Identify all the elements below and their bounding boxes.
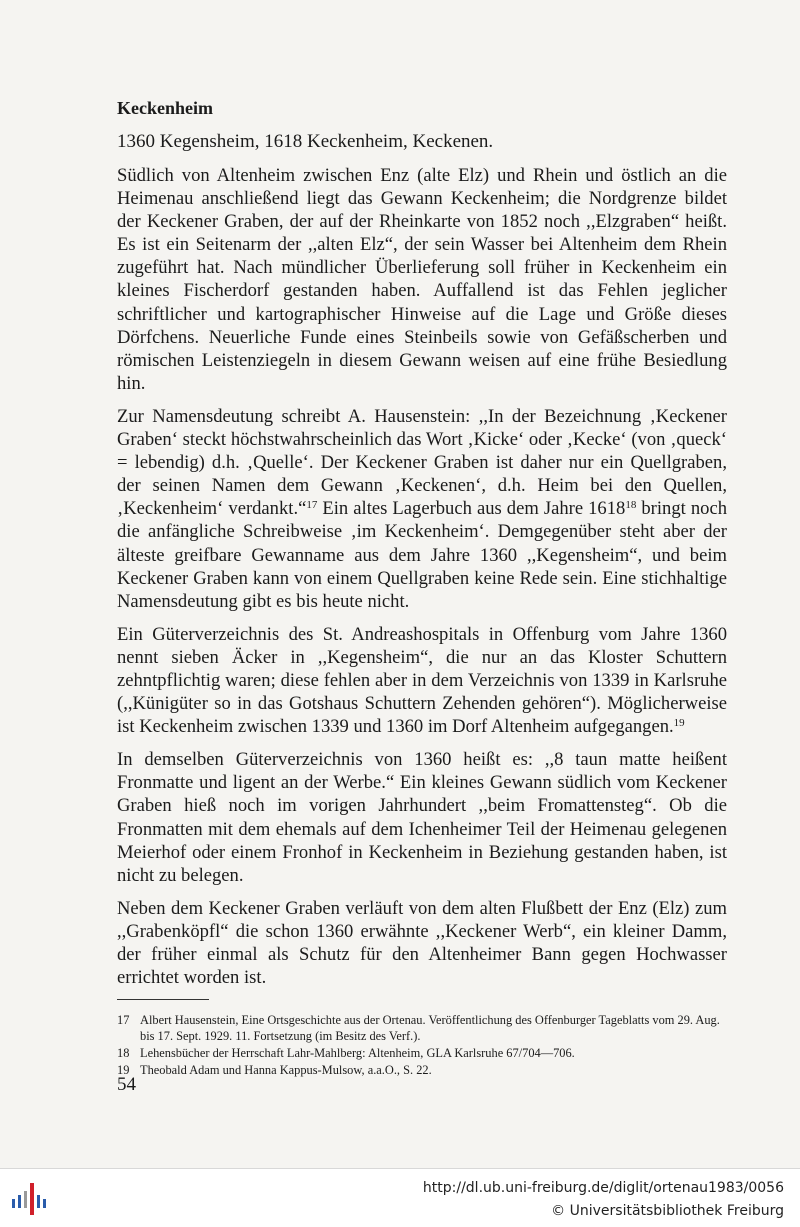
paragraph-5: Neben dem Keckener Graben verläuft von dem alten Flußbett der Enz (Elz) zum ,,Grabenköpfl“ die schon 1360 erwähnte ,,Keckener Werb“, ein kleiner Damm, der früher einmal als Schutz für den Altenheimer Bann gegen Hochwasser errichtet worden ist.: [117, 897, 727, 989]
footnote: [117, 1045, 727, 1061]
page-number: 54: [117, 1074, 136, 1095]
paragraph-2: [117, 405, 727, 613]
footnote-number: 18: [117, 1046, 130, 1061]
section-subheading: 1360 Kegensheim, 1618 Keckenheim, Keckenen.: [117, 131, 494, 152]
paragraph-2-part-3: bringt noch die anfängliche Schreibweise ‚im Keckenheim‘. Demgegenüber steht aber der älteste greifbare Gewanname aus dem Jahre 1360 ,,Kegensheim“, und beim Keckener Graben kann von einem Quellgraben keine Rede sein. Eine stichhaltige Namensdeutung gibt es bis heute nicht.: [117, 498, 727, 612]
footnote-text: Theobald Adam und Hanna Kappus-Mulsow, a.a.O., S. 22.: [140, 1063, 432, 1078]
footnote: [117, 1062, 727, 1078]
paragraph-3: [117, 623, 727, 738]
library-footer: [0, 1168, 800, 1227]
footnote: [117, 1012, 727, 1044]
paragraph-3-text: Ein Güterverzeichnis des St. Andreashospitals in Offenburg vom Jahre 1360 nennt sieben Äcker in ,,Kegensheim“, die nur an das Kloster Schuttern zehntpflichtig waren; diese fehlen aber in dem Verzeichnis von 1339 in Karlsruhe (,,Künigüter so in das Gotshaus Schuttern Zehenden gehören“). Möglicherweise ist Keckenheim zwischen 1339 und 1360 im Dorf Altenheim aufgegangen.: [117, 623, 727, 738]
permalink-url[interactable]: http://dl.ub.uni-freiburg.de/diglit/ortenau1983/0056: [422, 1180, 784, 1196]
page-content: [117, 96, 727, 1079]
footnote-number: 17: [117, 1013, 130, 1028]
footnote-ref-17: 17: [306, 499, 318, 512]
footnote-divider: [117, 999, 209, 1000]
footnotes: [117, 1012, 727, 1078]
footnote-ref-19: 19: [673, 717, 685, 730]
footnote-number: 19: [117, 1063, 130, 1078]
section-heading: Keckenheim: [117, 98, 213, 118]
footnote-ref-18: 18: [625, 499, 637, 512]
footnote-text: Lehensbücher der Herrschaft Lahr-Mahlberg: Altenheim, GLA Karlsruhe 67/704—706.: [140, 1046, 575, 1061]
footnote-text: Albert Hausenstein, Eine Ortsgeschichte aus der Ortenau. Veröffentlichung des Offenburger Tageblatts vom 29. Aug. bis 17. Sept. 1929. 11. Fortsetzung (im Besitz des Verf.).: [140, 1013, 720, 1044]
copyright-notice: © Universitätsbibliothek Freiburg: [551, 1203, 784, 1219]
paragraph-4: In demselben Güterverzeichnis von 1360 heißt es: ,,8 taun matte heißent Fronmatte und ligent an der Werbe.“ Ein kleines Gewann südlich vom Keckener Graben hieß noch im vorigen Jahrhundert ,,beim Fromattensteg“. Ob die Fronmatten mit dem ehemals auf dem Ichenheimer Teil der Heimenau gelegenen Meierhof oder einem Fronhof in Keckenheim in Beziehung gestanden haben, ist nicht zu belegen.: [117, 749, 727, 886]
ub-freiburg-logo-icon: [10, 1179, 50, 1219]
paragraph-1: Südlich von Altenheim zwischen Enz (alte Elz) und Rhein und östlich an die Heimenau anschließend liegt das Gewann Keckenheim; die Nordgrenze bildet der Keckener Graben, der auf der Rheinkarte von 1852 noch ,,Elzgraben“ heißt. Es ist ein Seitenarm der ,,alten Elz“, der sein Wasser bei Altenheim dem Rhein zugeführt hat. Nach mündlicher Überlieferung soll früher in Keckenheim ein kleines Fischerdorf gestanden haben. Auffallend ist das Fehlen jeglicher schriftlicher und kartographischer Hinweise auf die Lage und Größe dieses Dörfchens. Neuerliche Funde eines Steinbeils sowie von Gefäßscherben und römischen Leistenziegeln in diesem Gewann weisen auf eine frühe Besiedlung hin.: [117, 165, 727, 394]
paragraph-2-part-1: Zur Namensdeutung schreibt A. Hausenstein: ,,In der Bezeichnung ‚Keckener Graben‘ steckt höchstwahrscheinlich das Wort ‚Kicke‘ oder ‚Kecke‘ (von ‚queck‘ = lebendig) d.h. ‚Quelle‘. Der Keckener Graben ist daher nur ein Quellgraben, der seinen Namen dem Gewann ‚Keckenen‘, d.h. Heim bei den Quellen, ‚Keckenheim‘ verdankt.“: [117, 405, 727, 520]
paragraph-2-part-2: Ein altes Lagerbuch aus dem Jahre 1618: [317, 498, 626, 520]
